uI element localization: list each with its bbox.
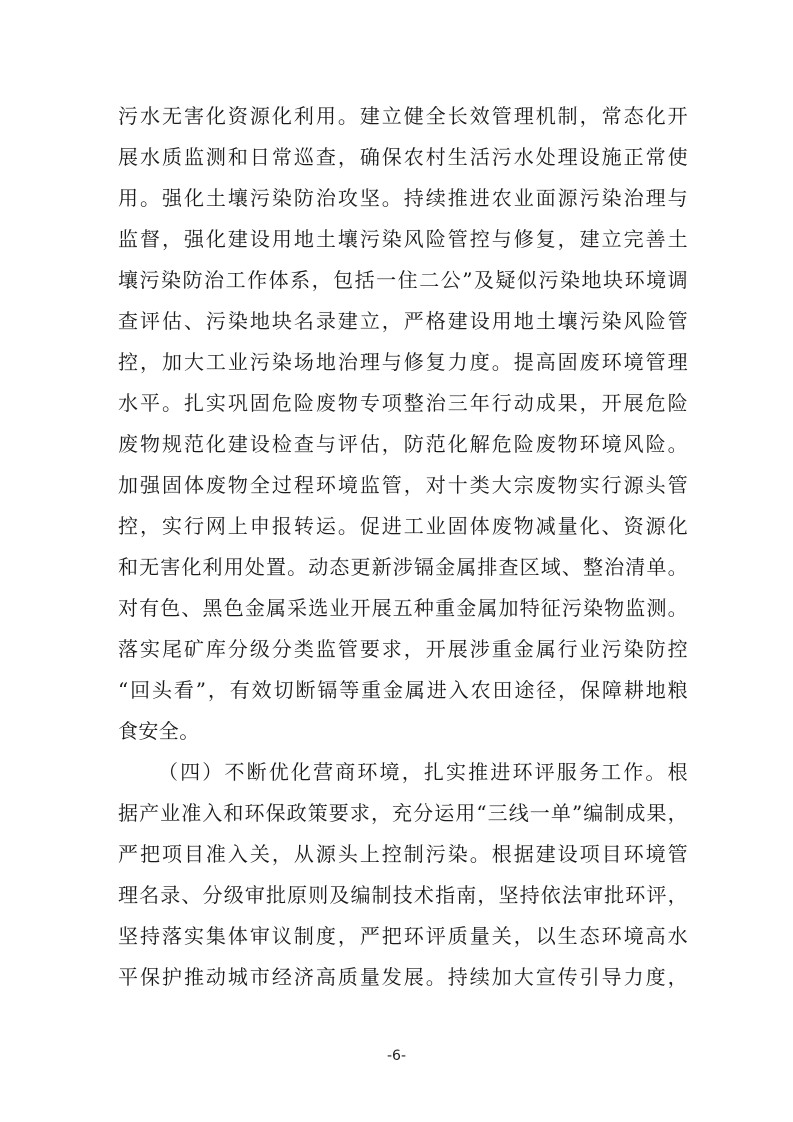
text-line: 严把项目准入关，从源头上控制污染。根据建设项目环境管 <box>118 842 688 866</box>
text-line: 据产业准入和环保政策要求，充分运用“三线一单”编制成果， <box>118 801 688 825</box>
section-heading-line: （四）不断优化营商环境，扎实推进环评服务工作。根 <box>158 760 688 784</box>
text-line: 污水无害化资源化利用。建立健全长效管理机制，常态化开 <box>118 104 688 128</box>
text-line: 对有色、黑色金属采选业开展五种重金属加特征污染物监测。 <box>118 596 688 620</box>
text-line: 落实尾矿库分级分类监管要求，开展涉重金属行业污染防控 <box>118 637 688 661</box>
body-text <box>118 96 688 998</box>
text-line: 控，实行网上申报转运。促进工业固体废物减量化、资源化 <box>118 514 688 538</box>
text-line: 食安全。 <box>118 719 200 743</box>
text-line: 和无害化利用处置。动态更新涉镉金属排查区域、整治清单。 <box>118 555 688 579</box>
text-line: 废物规范化建设检查与评估，防范化解危险废物环境风险。 <box>118 432 688 456</box>
text-line: 用。强化土壤污染防治攻坚。持续推进农业面源污染治理与 <box>118 186 688 210</box>
text-line: 壤污染防治工作体系，包括一住二公”及疑似污染地块环境调 <box>118 268 688 292</box>
text-line: 理名录、分级审批原则及编制技术指南，坚持依法审批环评， <box>118 883 688 907</box>
text-line: 查评估、污染地块名录建立，严格建设用地土壤污染风险管 <box>118 309 688 333</box>
page-number: -6- <box>386 1048 406 1064</box>
text-line: “回头看”，有效切断镉等重金属进入农田途径，保障耕地粮 <box>118 678 688 702</box>
text-line: 坚持落实集体审议制度，严把环评质量关，以生态环境高水 <box>118 924 688 948</box>
text-line: 监督，强化建设用地土壤污染风险管控与修复，建立完善土 <box>118 227 688 251</box>
text-line: 展水质监测和日常巡查，确保农村生活污水处理设施正常使 <box>118 145 688 169</box>
text-line: 平保护推动城市经济高质量发展。持续加大宣传引导力度， <box>118 965 688 989</box>
text-line: 控，加大工业污染场地治理与修复力度。提高固废环境管理 <box>118 350 688 374</box>
paragraph-2 <box>118 752 688 998</box>
paragraph-1 <box>118 96 688 752</box>
text-line: 加强固体废物全过程环境监管，对十类大宗废物实行源头管 <box>118 473 688 497</box>
text-line: 水平。扎实巩固危险废物专项整治三年行动成果，开展危险 <box>118 391 688 415</box>
